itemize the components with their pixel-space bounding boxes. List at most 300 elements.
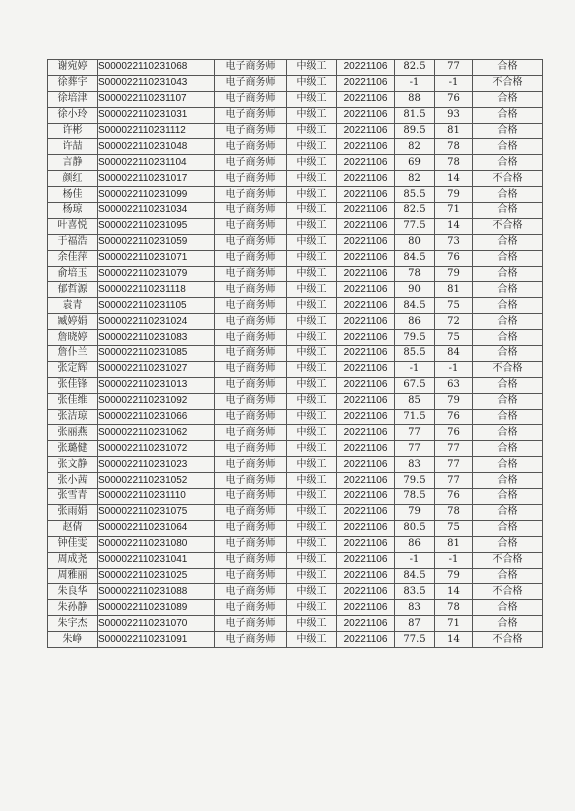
score1-cell: 82.5 xyxy=(395,60,435,76)
score1-cell: 88 xyxy=(395,91,435,107)
name-cell: 袁青 xyxy=(48,298,98,314)
level-cell: 中级工 xyxy=(287,330,337,346)
name-cell: 徐小玲 xyxy=(48,107,98,123)
result-cell: 合格 xyxy=(473,139,543,155)
table-row xyxy=(48,314,543,330)
table-row xyxy=(48,552,543,568)
result-cell: 合格 xyxy=(473,377,543,393)
level-cell: 中级工 xyxy=(287,393,337,409)
score2-cell: 78 xyxy=(435,600,473,616)
id-cell: S000022110231062 xyxy=(98,425,215,441)
table-row xyxy=(48,489,543,505)
result-cell: 合格 xyxy=(473,266,543,282)
job-cell: 电子商务师 xyxy=(215,473,287,489)
result-cell: 合格 xyxy=(473,187,543,203)
table-row xyxy=(48,600,543,616)
id-cell: S000022110231031 xyxy=(98,107,215,123)
id-cell: S000022110231112 xyxy=(98,123,215,139)
score1-cell: 86 xyxy=(395,314,435,330)
job-cell: 电子商务师 xyxy=(215,489,287,505)
table-row xyxy=(48,107,543,123)
job-cell: 电子商务师 xyxy=(215,425,287,441)
name-cell: 朱峥 xyxy=(48,632,98,648)
result-cell: 合格 xyxy=(473,409,543,425)
table-row xyxy=(48,377,543,393)
level-cell: 中级工 xyxy=(287,139,337,155)
score2-cell: 76 xyxy=(435,91,473,107)
score1-cell: 79.5 xyxy=(395,473,435,489)
table-row xyxy=(48,155,543,171)
name-cell: 杨琼 xyxy=(48,203,98,219)
result-cell: 合格 xyxy=(473,441,543,457)
job-cell: 电子商务师 xyxy=(215,361,287,377)
name-cell: 郁哲源 xyxy=(48,282,98,298)
id-cell: S000022110231024 xyxy=(98,314,215,330)
id-cell: S000022110231085 xyxy=(98,346,215,362)
date-cell: 20221106 xyxy=(337,568,395,584)
job-cell: 电子商务师 xyxy=(215,457,287,473)
result-cell: 合格 xyxy=(473,91,543,107)
level-cell: 中级工 xyxy=(287,218,337,234)
result-cell: 不合格 xyxy=(473,584,543,600)
id-cell: S000022110231104 xyxy=(98,155,215,171)
score1-cell: 69 xyxy=(395,155,435,171)
score2-cell: 77 xyxy=(435,441,473,457)
name-cell: 张璐健 xyxy=(48,441,98,457)
name-cell: 张佳锋 xyxy=(48,377,98,393)
date-cell: 20221106 xyxy=(337,457,395,473)
id-cell: S000022110231079 xyxy=(98,266,215,282)
score1-cell: 78 xyxy=(395,266,435,282)
table-row xyxy=(48,234,543,250)
id-cell: S000022110231059 xyxy=(98,234,215,250)
level-cell: 中级工 xyxy=(287,377,337,393)
name-cell: 钟佳雯 xyxy=(48,536,98,552)
job-cell: 电子商务师 xyxy=(215,298,287,314)
name-cell: 赵倩 xyxy=(48,520,98,536)
id-cell: S000022110231075 xyxy=(98,504,215,520)
table-row xyxy=(48,361,543,377)
id-cell: S000022110231072 xyxy=(98,441,215,457)
result-cell: 合格 xyxy=(473,568,543,584)
table-row xyxy=(48,393,543,409)
score2-cell: 14 xyxy=(435,218,473,234)
score2-cell: 76 xyxy=(435,489,473,505)
date-cell: 20221106 xyxy=(337,425,395,441)
score2-cell: 81 xyxy=(435,123,473,139)
result-cell: 合格 xyxy=(473,536,543,552)
result-cell: 合格 xyxy=(473,155,543,171)
date-cell: 20221106 xyxy=(337,139,395,155)
name-cell: 徐葬宇 xyxy=(48,75,98,91)
score1-cell: 85.5 xyxy=(395,187,435,203)
result-cell: 合格 xyxy=(473,60,543,76)
table-row xyxy=(48,457,543,473)
table-body xyxy=(48,60,543,648)
date-cell: 20221106 xyxy=(337,632,395,648)
table-row xyxy=(48,330,543,346)
score1-cell: 77 xyxy=(395,441,435,457)
score1-cell: 78.5 xyxy=(395,489,435,505)
score2-cell: 78 xyxy=(435,504,473,520)
score1-cell: 83.5 xyxy=(395,584,435,600)
level-cell: 中级工 xyxy=(287,282,337,298)
level-cell: 中级工 xyxy=(287,632,337,648)
job-cell: 电子商务师 xyxy=(215,393,287,409)
results-table xyxy=(47,59,543,648)
score2-cell: 84 xyxy=(435,346,473,362)
level-cell: 中级工 xyxy=(287,266,337,282)
date-cell: 20221106 xyxy=(337,346,395,362)
name-cell: 朱孙静 xyxy=(48,600,98,616)
name-cell: 谢宛婷 xyxy=(48,60,98,76)
level-cell: 中级工 xyxy=(287,520,337,536)
name-cell: 杨佳 xyxy=(48,187,98,203)
date-cell: 20221106 xyxy=(337,489,395,505)
job-cell: 电子商务师 xyxy=(215,250,287,266)
job-cell: 电子商务师 xyxy=(215,187,287,203)
id-cell: S000022110231025 xyxy=(98,568,215,584)
score2-cell: 77 xyxy=(435,457,473,473)
id-cell: S000022110231048 xyxy=(98,139,215,155)
result-cell: 不合格 xyxy=(473,218,543,234)
date-cell: 20221106 xyxy=(337,60,395,76)
name-cell: 张定辉 xyxy=(48,361,98,377)
name-cell: 徐培津 xyxy=(48,91,98,107)
score2-cell: 75 xyxy=(435,520,473,536)
job-cell: 电子商务师 xyxy=(215,377,287,393)
result-cell: 不合格 xyxy=(473,171,543,187)
level-cell: 中级工 xyxy=(287,298,337,314)
level-cell: 中级工 xyxy=(287,552,337,568)
name-cell: 许喆 xyxy=(48,139,98,155)
table-row xyxy=(48,568,543,584)
job-cell: 电子商务师 xyxy=(215,520,287,536)
level-cell: 中级工 xyxy=(287,234,337,250)
result-cell: 合格 xyxy=(473,282,543,298)
date-cell: 20221106 xyxy=(337,123,395,139)
table-row xyxy=(48,187,543,203)
id-cell: S000022110231088 xyxy=(98,584,215,600)
result-cell: 合格 xyxy=(473,314,543,330)
date-cell: 20221106 xyxy=(337,107,395,123)
score1-cell: -1 xyxy=(395,552,435,568)
name-cell: 颜红 xyxy=(48,171,98,187)
result-cell: 合格 xyxy=(473,298,543,314)
id-cell: S000022110231107 xyxy=(98,91,215,107)
level-cell: 中级工 xyxy=(287,361,337,377)
job-cell: 电子商务师 xyxy=(215,203,287,219)
job-cell: 电子商务师 xyxy=(215,616,287,632)
date-cell: 20221106 xyxy=(337,361,395,377)
result-cell: 合格 xyxy=(473,203,543,219)
score1-cell: -1 xyxy=(395,75,435,91)
date-cell: 20221106 xyxy=(337,504,395,520)
result-cell: 合格 xyxy=(473,520,543,536)
job-cell: 电子商务师 xyxy=(215,282,287,298)
job-cell: 电子商务师 xyxy=(215,75,287,91)
job-cell: 电子商务师 xyxy=(215,107,287,123)
id-cell: S000022110231064 xyxy=(98,520,215,536)
job-cell: 电子商务师 xyxy=(215,234,287,250)
id-cell: S000022110231089 xyxy=(98,600,215,616)
score2-cell: 14 xyxy=(435,171,473,187)
name-cell: 许彬 xyxy=(48,123,98,139)
job-cell: 电子商务师 xyxy=(215,536,287,552)
level-cell: 中级工 xyxy=(287,91,337,107)
date-cell: 20221106 xyxy=(337,314,395,330)
score1-cell: 67.5 xyxy=(395,377,435,393)
name-cell: 余佳萍 xyxy=(48,250,98,266)
date-cell: 20221106 xyxy=(337,234,395,250)
table-row xyxy=(48,441,543,457)
date-cell: 20221106 xyxy=(337,187,395,203)
id-cell: S000022110231071 xyxy=(98,250,215,266)
job-cell: 电子商务师 xyxy=(215,330,287,346)
result-cell: 合格 xyxy=(473,107,543,123)
result-cell: 不合格 xyxy=(473,632,543,648)
result-cell: 合格 xyxy=(473,393,543,409)
date-cell: 20221106 xyxy=(337,282,395,298)
job-cell: 电子商务师 xyxy=(215,218,287,234)
table-row xyxy=(48,123,543,139)
score2-cell: -1 xyxy=(435,75,473,91)
name-cell: 言静 xyxy=(48,155,98,171)
result-cell: 合格 xyxy=(473,425,543,441)
score1-cell: 79.5 xyxy=(395,330,435,346)
score2-cell: 76 xyxy=(435,250,473,266)
score2-cell: 75 xyxy=(435,330,473,346)
score2-cell: 77 xyxy=(435,60,473,76)
level-cell: 中级工 xyxy=(287,203,337,219)
job-cell: 电子商务师 xyxy=(215,568,287,584)
date-cell: 20221106 xyxy=(337,393,395,409)
level-cell: 中级工 xyxy=(287,155,337,171)
table-row xyxy=(48,346,543,362)
score2-cell: 76 xyxy=(435,409,473,425)
result-cell: 合格 xyxy=(473,123,543,139)
id-cell: S000022110231041 xyxy=(98,552,215,568)
score1-cell: -1 xyxy=(395,361,435,377)
job-cell: 电子商务师 xyxy=(215,346,287,362)
result-cell: 不合格 xyxy=(473,361,543,377)
id-cell: S000022110231023 xyxy=(98,457,215,473)
score2-cell: -1 xyxy=(435,361,473,377)
score1-cell: 83 xyxy=(395,457,435,473)
job-cell: 电子商务师 xyxy=(215,409,287,425)
score1-cell: 77 xyxy=(395,425,435,441)
date-cell: 20221106 xyxy=(337,552,395,568)
name-cell: 臧婷娟 xyxy=(48,314,98,330)
result-cell: 合格 xyxy=(473,489,543,505)
level-cell: 中级工 xyxy=(287,107,337,123)
id-cell: S000022110231095 xyxy=(98,218,215,234)
name-cell: 周雅丽 xyxy=(48,568,98,584)
id-cell: S000022110231118 xyxy=(98,282,215,298)
result-cell: 合格 xyxy=(473,600,543,616)
id-cell: S000022110231034 xyxy=(98,203,215,219)
level-cell: 中级工 xyxy=(287,568,337,584)
result-cell: 合格 xyxy=(473,473,543,489)
level-cell: 中级工 xyxy=(287,616,337,632)
name-cell: 张小茜 xyxy=(48,473,98,489)
id-cell: S000022110231017 xyxy=(98,171,215,187)
date-cell: 20221106 xyxy=(337,250,395,266)
table-row xyxy=(48,203,543,219)
date-cell: 20221106 xyxy=(337,203,395,219)
result-cell: 不合格 xyxy=(473,552,543,568)
job-cell: 电子商务师 xyxy=(215,552,287,568)
score2-cell: -1 xyxy=(435,552,473,568)
score2-cell: 73 xyxy=(435,234,473,250)
date-cell: 20221106 xyxy=(337,473,395,489)
id-cell: S000022110231083 xyxy=(98,330,215,346)
level-cell: 中级工 xyxy=(287,171,337,187)
score2-cell: 76 xyxy=(435,425,473,441)
score2-cell: 78 xyxy=(435,155,473,171)
score1-cell: 80.5 xyxy=(395,520,435,536)
table-row xyxy=(48,298,543,314)
job-cell: 电子商务师 xyxy=(215,441,287,457)
name-cell: 詹仆兰 xyxy=(48,346,98,362)
table-row xyxy=(48,584,543,600)
id-cell: S000022110231110 xyxy=(98,489,215,505)
score1-cell: 90 xyxy=(395,282,435,298)
job-cell: 电子商务师 xyxy=(215,91,287,107)
result-cell: 合格 xyxy=(473,234,543,250)
score1-cell: 79 xyxy=(395,504,435,520)
score1-cell: 80 xyxy=(395,234,435,250)
name-cell: 朱良华 xyxy=(48,584,98,600)
level-cell: 中级工 xyxy=(287,123,337,139)
table-row xyxy=(48,504,543,520)
name-cell: 詹晓婷 xyxy=(48,330,98,346)
score2-cell: 81 xyxy=(435,282,473,298)
score1-cell: 87 xyxy=(395,616,435,632)
id-cell: S000022110231091 xyxy=(98,632,215,648)
date-cell: 20221106 xyxy=(337,584,395,600)
level-cell: 中级工 xyxy=(287,441,337,457)
score2-cell: 81 xyxy=(435,536,473,552)
job-cell: 电子商务师 xyxy=(215,314,287,330)
result-cell: 合格 xyxy=(473,330,543,346)
score1-cell: 77.5 xyxy=(395,632,435,648)
job-cell: 电子商务师 xyxy=(215,123,287,139)
table-row xyxy=(48,218,543,234)
score2-cell: 79 xyxy=(435,393,473,409)
table-row xyxy=(48,520,543,536)
result-cell: 不合格 xyxy=(473,75,543,91)
score2-cell: 72 xyxy=(435,314,473,330)
name-cell: 朱宇杰 xyxy=(48,616,98,632)
id-cell: S000022110231066 xyxy=(98,409,215,425)
job-cell: 电子商务师 xyxy=(215,504,287,520)
id-cell: S000022110231052 xyxy=(98,473,215,489)
date-cell: 20221106 xyxy=(337,75,395,91)
name-cell: 俞培玉 xyxy=(48,266,98,282)
name-cell: 叶喜悦 xyxy=(48,218,98,234)
score2-cell: 71 xyxy=(435,203,473,219)
job-cell: 电子商务师 xyxy=(215,584,287,600)
level-cell: 中级工 xyxy=(287,425,337,441)
table-row xyxy=(48,75,543,91)
score1-cell: 82 xyxy=(395,139,435,155)
level-cell: 中级工 xyxy=(287,75,337,91)
level-cell: 中级工 xyxy=(287,536,337,552)
name-cell: 张佳维 xyxy=(48,393,98,409)
job-cell: 电子商务师 xyxy=(215,632,287,648)
date-cell: 20221106 xyxy=(337,409,395,425)
job-cell: 电子商务师 xyxy=(215,139,287,155)
score1-cell: 77.5 xyxy=(395,218,435,234)
score2-cell: 75 xyxy=(435,298,473,314)
name-cell: 张丽燕 xyxy=(48,425,98,441)
result-cell: 合格 xyxy=(473,504,543,520)
level-cell: 中级工 xyxy=(287,250,337,266)
level-cell: 中级工 xyxy=(287,314,337,330)
table-row xyxy=(48,425,543,441)
result-cell: 合格 xyxy=(473,346,543,362)
job-cell: 电子商务师 xyxy=(215,60,287,76)
score2-cell: 77 xyxy=(435,473,473,489)
level-cell: 中级工 xyxy=(287,584,337,600)
result-cell: 合格 xyxy=(473,457,543,473)
score1-cell: 81.5 xyxy=(395,107,435,123)
job-cell: 电子商务师 xyxy=(215,266,287,282)
table-row xyxy=(48,60,543,76)
job-cell: 电子商务师 xyxy=(215,600,287,616)
table-row xyxy=(48,409,543,425)
id-cell: S000022110231099 xyxy=(98,187,215,203)
table-row xyxy=(48,473,543,489)
score2-cell: 79 xyxy=(435,568,473,584)
table-row xyxy=(48,536,543,552)
job-cell: 电子商务师 xyxy=(215,155,287,171)
score1-cell: 86 xyxy=(395,536,435,552)
name-cell: 张洁琼 xyxy=(48,409,98,425)
name-cell: 于福浩 xyxy=(48,234,98,250)
score2-cell: 79 xyxy=(435,266,473,282)
score1-cell: 85.5 xyxy=(395,346,435,362)
table-row xyxy=(48,250,543,266)
score2-cell: 71 xyxy=(435,616,473,632)
table-row xyxy=(48,282,543,298)
date-cell: 20221106 xyxy=(337,441,395,457)
level-cell: 中级工 xyxy=(287,409,337,425)
date-cell: 20221106 xyxy=(337,330,395,346)
table-row xyxy=(48,616,543,632)
level-cell: 中级工 xyxy=(287,489,337,505)
name-cell: 周成尧 xyxy=(48,552,98,568)
level-cell: 中级工 xyxy=(287,473,337,489)
score2-cell: 14 xyxy=(435,632,473,648)
id-cell: S000022110231013 xyxy=(98,377,215,393)
table-row xyxy=(48,632,543,648)
id-cell: S000022110231027 xyxy=(98,361,215,377)
score1-cell: 83 xyxy=(395,600,435,616)
score1-cell: 85 xyxy=(395,393,435,409)
name-cell: 张文静 xyxy=(48,457,98,473)
level-cell: 中级工 xyxy=(287,457,337,473)
date-cell: 20221106 xyxy=(337,600,395,616)
score2-cell: 14 xyxy=(435,584,473,600)
date-cell: 20221106 xyxy=(337,616,395,632)
score1-cell: 84.5 xyxy=(395,568,435,584)
date-cell: 20221106 xyxy=(337,155,395,171)
date-cell: 20221106 xyxy=(337,91,395,107)
score2-cell: 63 xyxy=(435,377,473,393)
id-cell: S000022110231068 xyxy=(98,60,215,76)
